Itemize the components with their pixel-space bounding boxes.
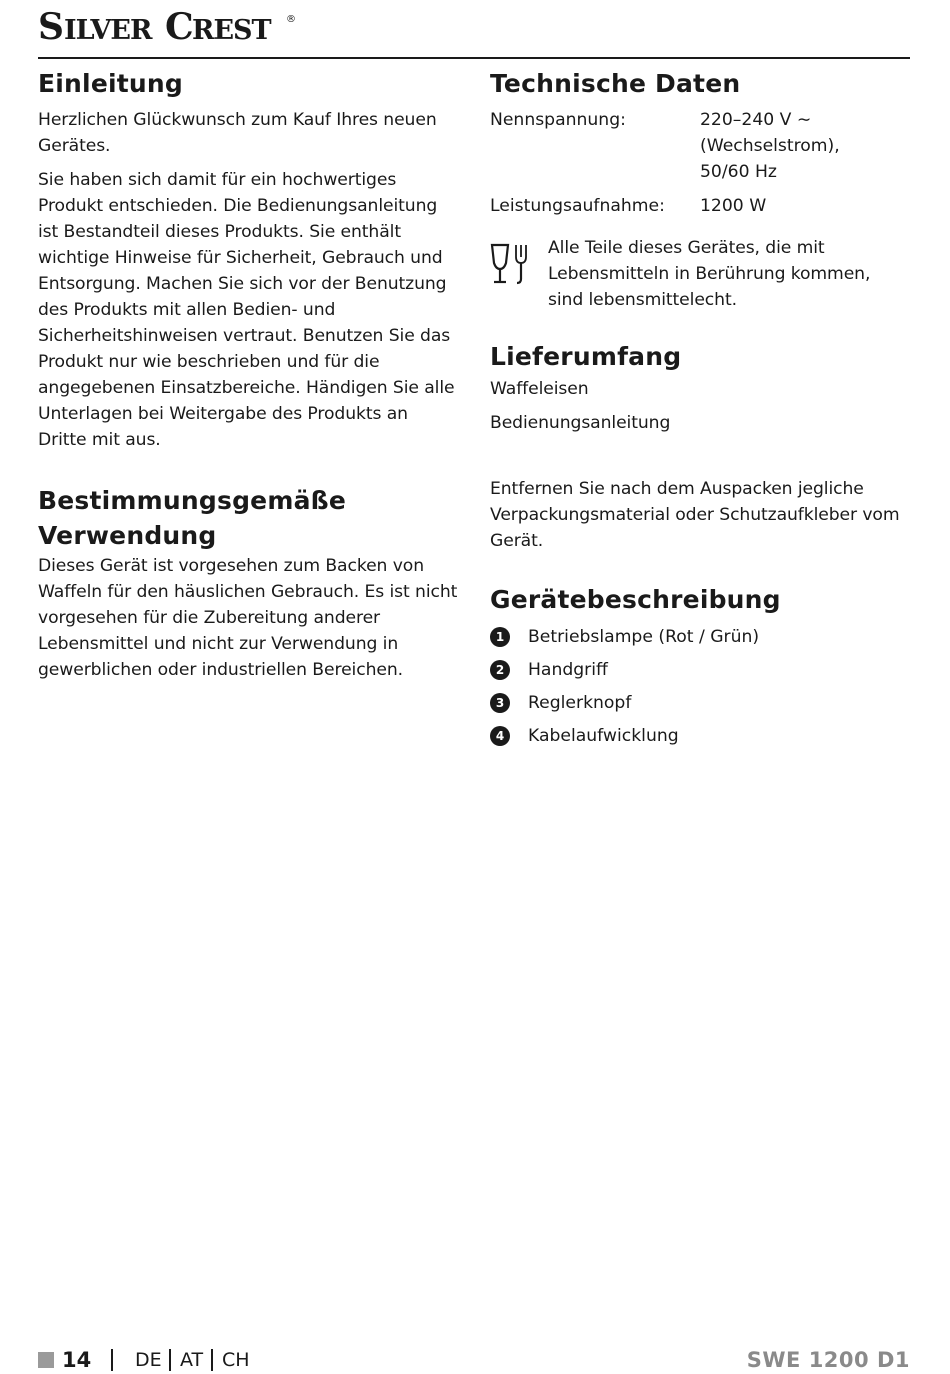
delivery-item: Waffeleisen	[490, 379, 589, 399]
header-rule	[38, 57, 910, 59]
parts-list	[490, 624, 910, 749]
usage-paragraph: Dieses Gerät ist vorgesehen zum Backen von Waffeln für den häuslichen Gebrauch. Es ist nicht vorgesehen für die Zubereitung anderer Lebensmittel und nicht zur Verwendung in gewerblichen oder industriellen Bereichen.	[38, 556, 458, 680]
number-badge-icon: 4	[490, 726, 510, 746]
list-item	[490, 690, 910, 716]
page-footer	[38, 1346, 910, 1374]
spec-row-voltage	[490, 107, 910, 185]
food-safe-text: Alle Teile dieses Gerätes, die mit Lebensmitteln in Berührung kommen, sind lebensmittelecht.	[548, 238, 871, 310]
part-label: Betriebslampe (Rot / Grün)	[528, 627, 760, 647]
spec-value-line: 220–240 V ∼	[700, 110, 812, 130]
heading-bestimmung-line1: Bestimmungsgemäße	[38, 486, 346, 515]
footer-lang: AT	[180, 1349, 204, 1371]
heading-technische-daten: Technische Daten	[490, 69, 741, 98]
brand-logo	[38, 6, 300, 46]
number-badge-icon: 1	[490, 627, 510, 647]
food-safe-icon	[490, 235, 548, 313]
delivery-item: Bedienungsanleitung	[490, 413, 671, 433]
spec-row-power	[490, 193, 910, 219]
part-label: Handgriff	[528, 660, 608, 680]
spec-value-line: 50/60 Hz	[700, 162, 777, 182]
heading-bestimmung-line2: Verwendung	[38, 521, 217, 550]
list-item	[490, 657, 910, 683]
intro-paragraph-1: Herzlichen Glückwunsch zum Kauf Ihres neuen Gerätes.	[38, 110, 437, 156]
spec-table	[490, 107, 910, 219]
footer-lang: DE	[135, 1349, 162, 1371]
footer-square-icon	[38, 1352, 54, 1368]
section-bestimmung	[38, 483, 458, 683]
spec-label: Leistungsaufnahme:	[490, 196, 665, 216]
right-column	[490, 66, 910, 749]
heading-bestimmung	[38, 483, 458, 553]
delivery-note: Entfernen Sie nach dem Auspacken jegliche Verpackungsmaterial oder Schutzaufkleber vom Gerät.	[490, 479, 900, 551]
section-lieferumfang	[490, 339, 910, 554]
number-badge-icon: 2	[490, 660, 510, 680]
intro-paragraph-2: Sie haben sich damit für ein hochwertiges Produkt entschieden. Die Bedienungsanleitung ist Bestandteil dieses Produkts. Sie enthält wichtige Hinweise für Sicherheit, Gebrauch und Entsorgung. Machen Sie sich vor der Benutzung des Produkts mit allen Bedien- und Sicherheitshinweisen vertraut. Benutzen Sie das Produkt nur wie beschrieben und für die angegebenen Einsatzbereiche. Händigen Sie alle Unterlagen bei Weitergabe des Produkts an Dritte mit aus.	[38, 170, 455, 450]
silvercrest-logo-icon	[38, 6, 300, 46]
svg-text:ILVER: ILVER	[64, 15, 152, 46]
model-number: SWE 1200 D1	[746, 1348, 910, 1372]
footer-divider	[169, 1349, 171, 1371]
spec-value-line: (Wechselstrom),	[700, 136, 840, 156]
heading-einleitung: Einleitung	[38, 69, 183, 98]
svg-text:®: ®	[286, 14, 296, 25]
footer-divider	[211, 1349, 213, 1371]
food-safe-note	[490, 235, 910, 313]
list-item	[490, 624, 910, 650]
section-einleitung	[38, 66, 458, 453]
spec-value	[700, 107, 910, 185]
section-technische-daten	[490, 66, 910, 313]
left-column	[38, 66, 458, 683]
list-item	[490, 723, 910, 749]
heading-geraetebeschreibung: Gerätebeschreibung	[490, 585, 781, 614]
page-number: 14	[62, 1348, 92, 1372]
footer-lang: CH	[222, 1349, 250, 1371]
part-label: Reglerknopf	[528, 693, 632, 713]
spec-value	[700, 193, 910, 219]
svg-text:REST: REST	[192, 15, 271, 46]
part-label: Kabelaufwicklung	[528, 726, 679, 746]
number-badge-icon: 3	[490, 693, 510, 713]
footer-divider	[111, 1349, 113, 1371]
spec-label: Nennspannung:	[490, 110, 626, 130]
svg-text:C: C	[165, 6, 193, 46]
svg-text:S: S	[38, 6, 63, 46]
heading-lieferumfang: Lieferumfang	[490, 342, 682, 371]
section-geraetebeschreibung	[490, 582, 910, 749]
spec-value-line: 1200 W	[700, 196, 767, 216]
